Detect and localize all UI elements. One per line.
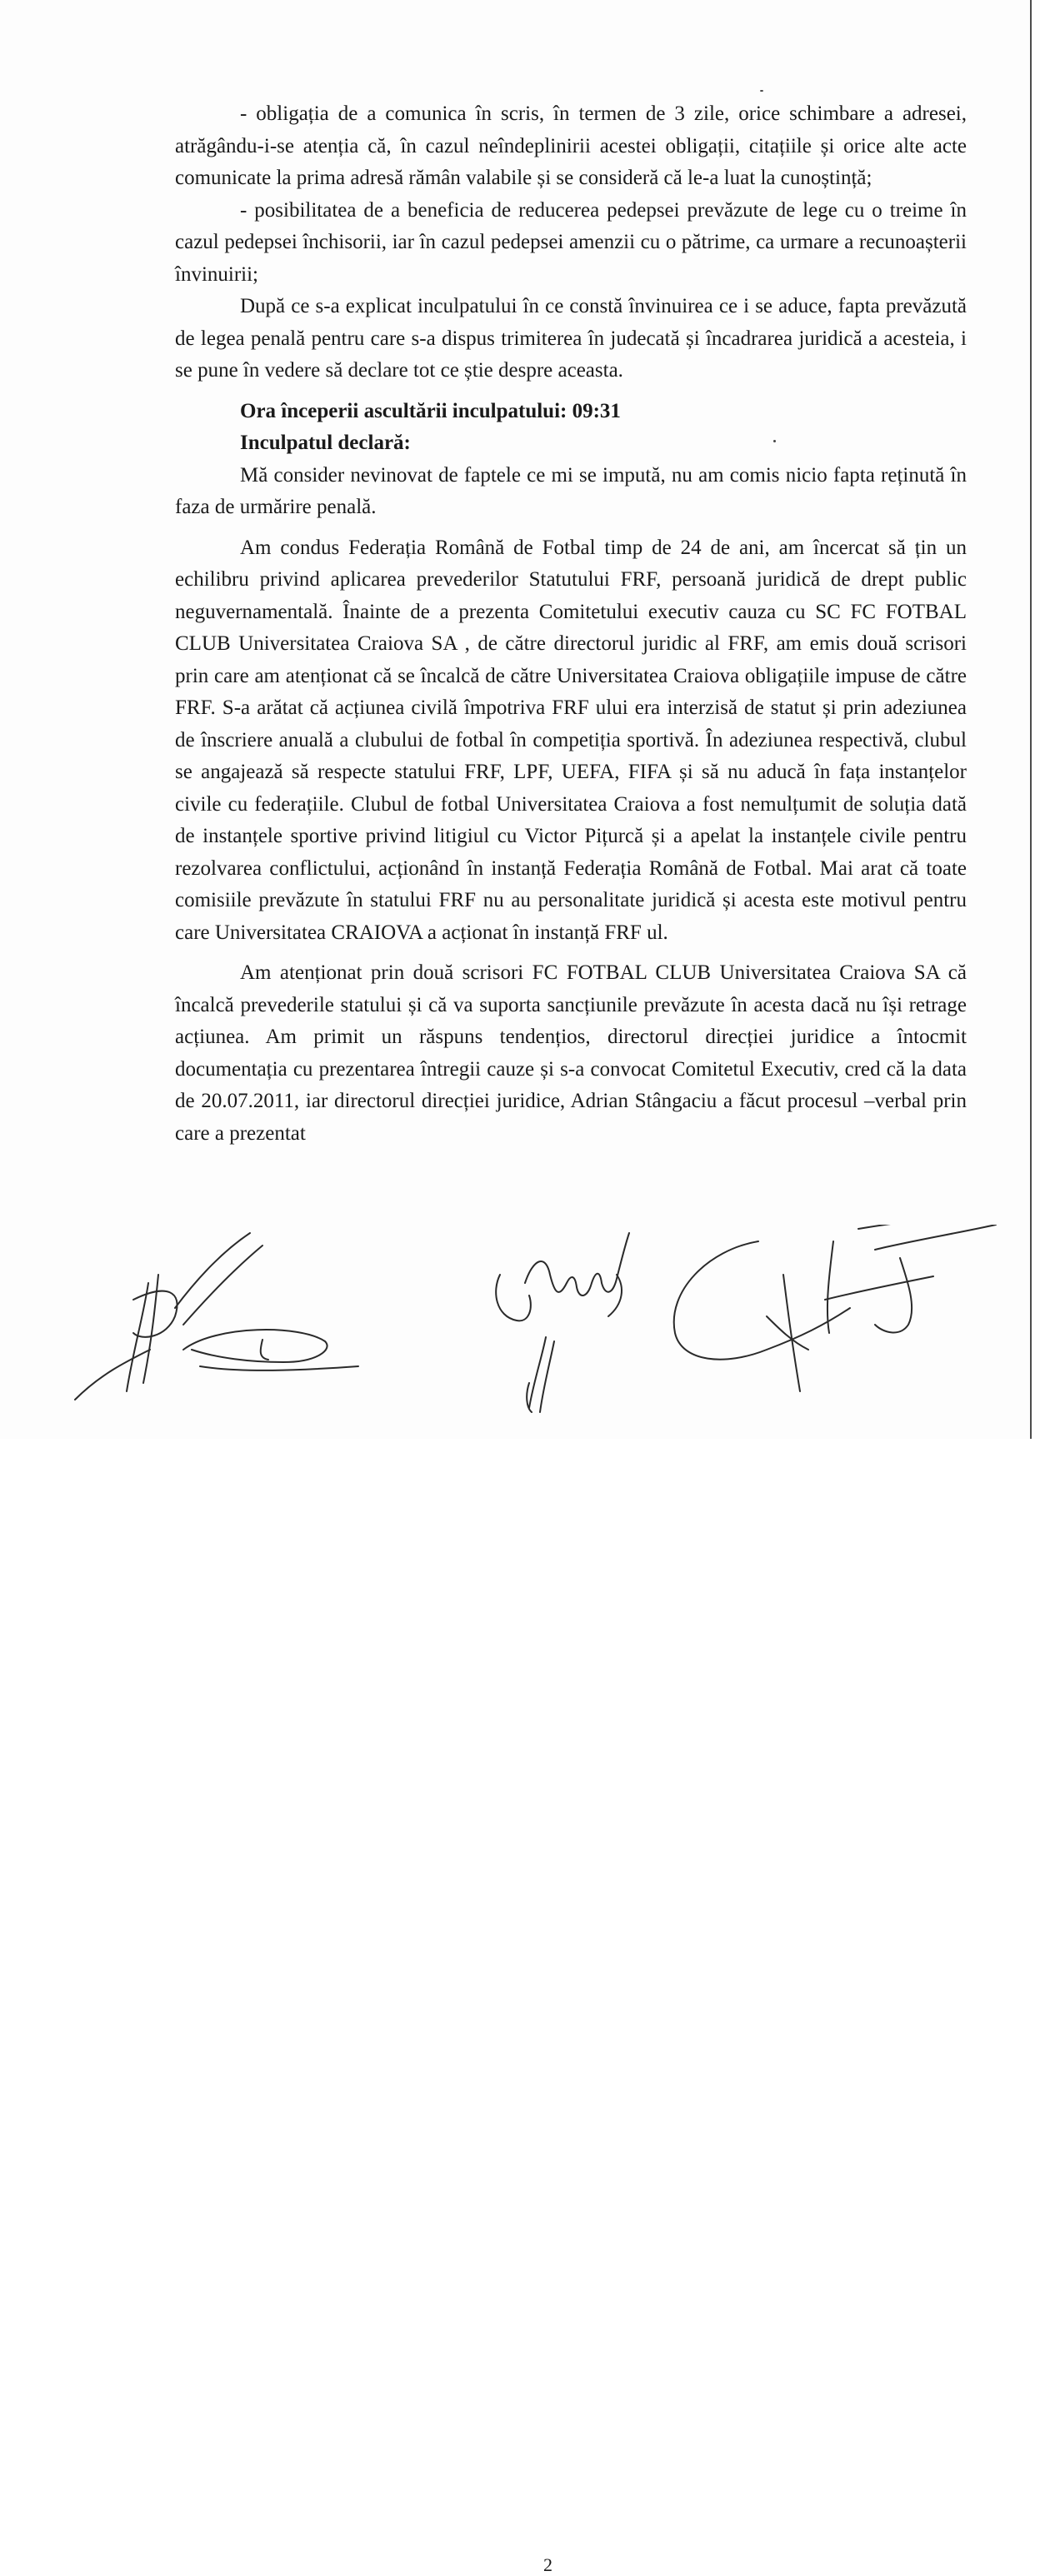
paragraph-not-guilty: Mă consider nevinovat de faptele ce mi se impută, nu am comis nicio fapta reținută în faza de urmărire penală.: [175, 463, 967, 518]
paragraph-explanation: După ce s-a explicat inculpatului în ce constă învinuirea ce i se aduce, fapta prevăzută de legea penală pentru care s-a dispus trimiterea în judecată și încadrarea juridică a acesteia, i se pune în vedere să declare tot ce știe despre aceasta.: [175, 295, 967, 382]
page-number: 2: [543, 2554, 552, 2575]
signatures-area: [0, 1225, 1040, 2575]
hearing-start-time: Ora începerii ascultării inculpatului: 09:31: [240, 399, 621, 422]
paragraph-sentence-reduction: - posibilitatea de a beneficia de reducerea pedepsei prevăzute de lege cu o treime în cazul pedepsei închisorii, iar în cazul pedepsei amenzii cu o pătrime, ca urmare a recunoașterii învinuirii;: [175, 198, 967, 286]
paragraph-frf-history: Am condus Federația Română de Fotbal timp de 24 de ani, am încercat să țin un echilibru privind aplicarea prevederilor Statutului FRF, persoană juridică de drept public neguvernamentală. Înainte de a prezenta Comitetului executiv cauza cu SC FC FOTBAL CLUB Universitatea Craiova SA , de către directorul juridic al FRF, am emis două scrisori prin care am atenționat că se încalcă de către Universitatea Craiova obligațiile impuse de către FRF. S-a arătat că acțiunea civilă împotriva FRF ului era interzisă de statut și prin adeziunea de înscriere anuală a clubului de fotbal în competiția sportivă. În adeziunea respectivă, clubul se angajează să respecte statului FRF, LPF, UEFA, FIFA și să nu aducă în fața instanțelor civile cu federațiile. Clubul de fotbal Universitatea Craiova a fost nemulțumit de soluția dată de instanțele sportive privind litigiul cu Victor Pițurcă și a apelat la instanțele civile pentru rezolvarea conflictului, acționând în instanță Federația Română de Fotbal. Mai arat că toate comisiile prevăzute în statului FRF nu au personalitate juridică și acesta este motivul pentru care Universitatea CRAIOVA a acționat în instanță FRF ul.: [175, 536, 967, 944]
signature-right: [658, 1225, 1008, 1416]
signature-left: [50, 1225, 383, 1416]
scan-speck: [760, 90, 763, 92]
paragraph-obligation-address: - obligația de a comunica în scris, în termen de 3 zile, orice schimbare a adresei, atrăgându-i-se atenția că, în cazul neîndeplinirii acestei obligații, citațiile și orice alte acte comunicate la prima adresă rămân valabile și se consideră că le-a luat la cunoștință;: [175, 102, 967, 189]
scan-edge-line: [1030, 0, 1032, 1439]
signature-center: [483, 1225, 667, 1416]
defendant-declares-heading: Inculpatul declară:: [240, 432, 411, 454]
statement-body: [175, 98, 967, 1150]
paragraph-letters-warning: Am atenționat prin două scrisori FC FOTBAL CLUB Universitatea Craiova SA că încalcă prevederile statului și că va suporta sancțiunile prevăzute în acesta dacă nu își retrage acțiunea. Am primit un răspuns tendențios, directorul direcției juridice a întocmit documentația cu prezentarea întregii cauze și s-a convocat Comitetul Executiv, cred că la data de 20.07.2011, iar directorul direcției juridice, Adrian Stângaciu a făcut procesul –verbal prin care a prezentat: [175, 961, 967, 1145]
